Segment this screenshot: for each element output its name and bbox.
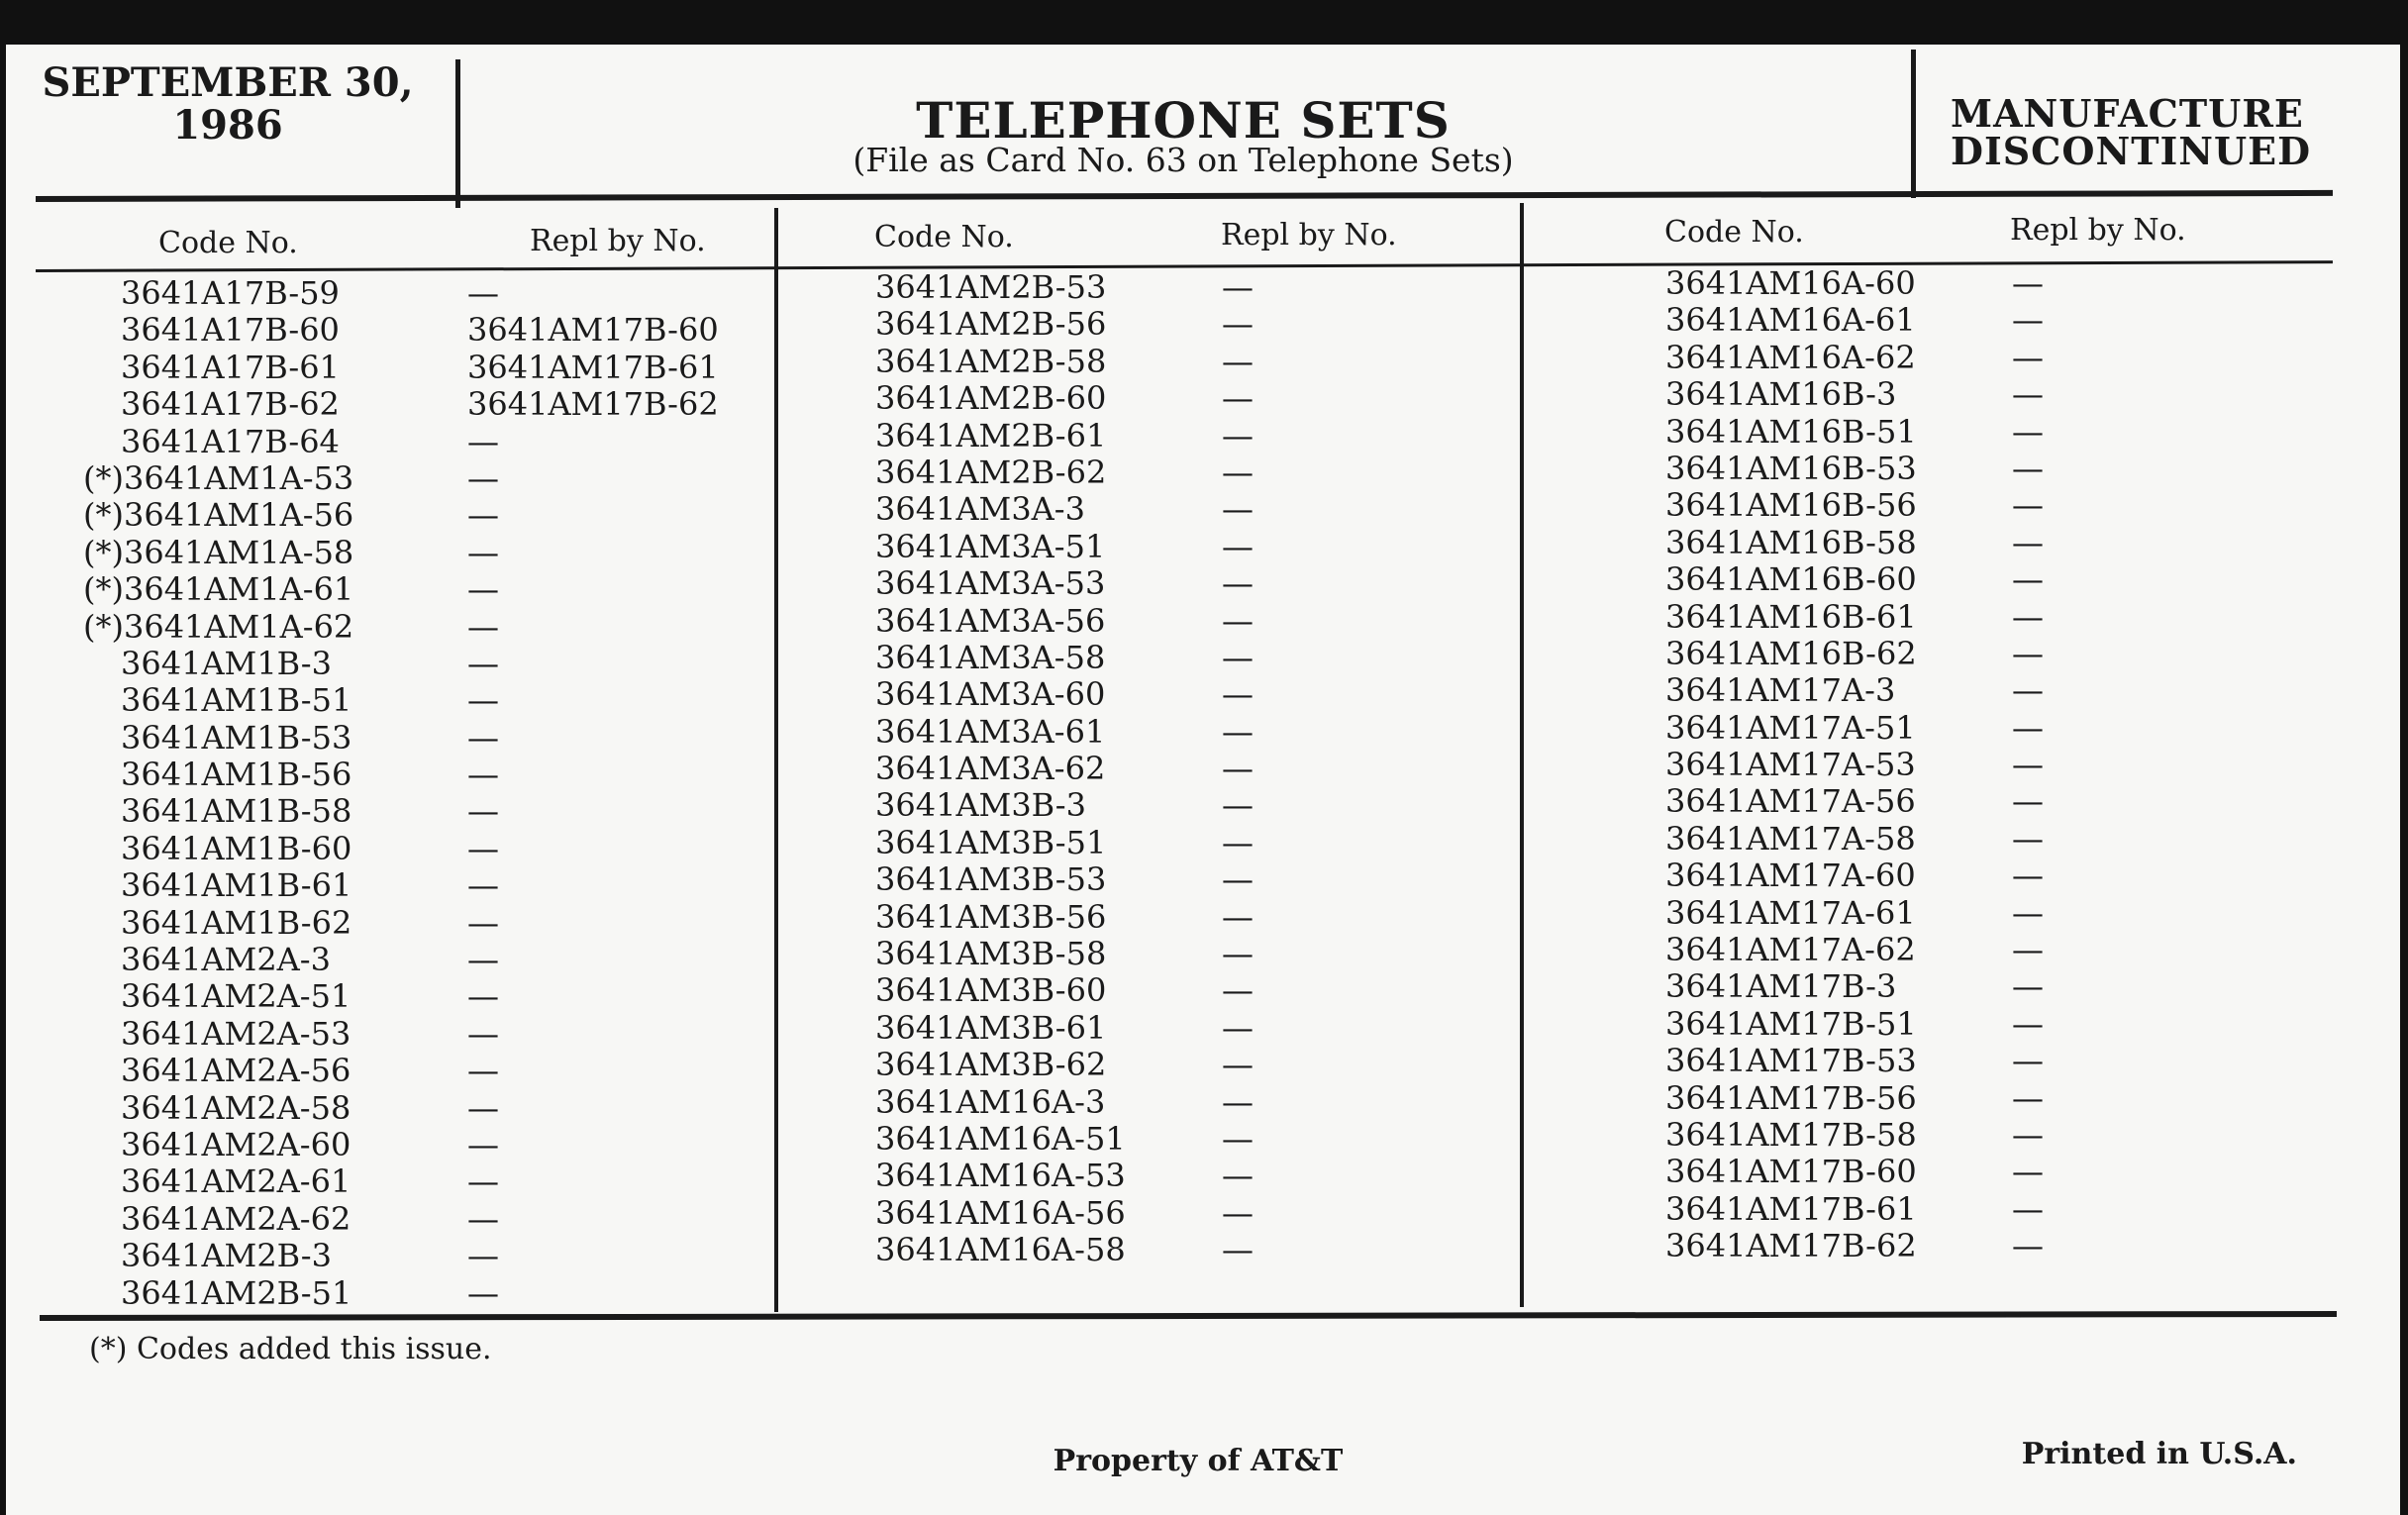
table-row	[1665, 376, 2250, 413]
replacement-cell: —	[1222, 379, 1254, 418]
property-line: Property of AT&T	[1053, 1444, 1344, 1478]
table-row	[121, 1201, 705, 1238]
replacement-cell: —	[1222, 527, 1254, 565]
replacement-cell: —	[467, 644, 499, 682]
replacement-cell: —	[1222, 750, 1254, 788]
code-cell: 3641AM3A-53	[875, 564, 1106, 603]
code-cell: (*)3641AM1A-58	[83, 533, 354, 571]
code-cell: 3641AM16B-58	[1665, 523, 1917, 561]
table-row	[875, 1010, 1459, 1047]
code-cell: 3641A17B-64	[121, 422, 340, 460]
code-cell: 3641AM3B-58	[875, 935, 1107, 973]
replacement-cell: —	[1222, 823, 1254, 861]
col1-repl-header: Repl by No.	[530, 224, 706, 258]
table-row	[121, 424, 705, 460]
replacement-cell: —	[2012, 1078, 2044, 1117]
table-row	[1665, 895, 2250, 932]
table-row	[121, 942, 705, 978]
table-row	[83, 533, 705, 571]
column-1-list	[83, 274, 719, 1312]
code-cell: 3641AM17B-3	[1665, 967, 1897, 1006]
replacement-cell: —	[1222, 860, 1254, 899]
code-cell: (*)3641AM1A-62	[83, 607, 354, 646]
code-cell: 3641AM17A-53	[1665, 746, 1916, 784]
table-row	[875, 529, 1459, 565]
table-row	[121, 385, 719, 424]
table-row	[121, 905, 705, 942]
code-cell: 3641AM16A-3	[875, 1082, 1106, 1121]
replacement-cell: —	[1222, 601, 1254, 640]
table-row	[1665, 747, 2250, 783]
code-cell: 3641AM17A-3	[1665, 671, 1896, 710]
table-row	[875, 1158, 1459, 1194]
code-cell: 3641AM2A-53	[121, 1014, 351, 1053]
table-row	[875, 936, 1459, 972]
table-row	[83, 607, 705, 646]
code-cell: (*)3641AM1A-53	[83, 458, 354, 497]
table-row	[875, 380, 1459, 417]
replacement-cell: —	[467, 1088, 499, 1127]
code-cell: 3641AM3A-60	[875, 675, 1106, 714]
code-cell: 3641AM2B-51	[121, 1273, 352, 1312]
code-cell: 3641AM2B-56	[875, 305, 1107, 344]
code-cell: 3641A17B-59	[121, 274, 340, 312]
table-row	[1665, 1080, 2250, 1117]
code-cell: 3641AM2B-60	[875, 379, 1107, 418]
issue-date	[40, 61, 416, 147]
table-row	[1665, 265, 2250, 302]
code-cell: 3641AM2B-58	[875, 342, 1107, 380]
replacement-cell: —	[467, 1014, 499, 1053]
replacement-cell: —	[1222, 268, 1254, 306]
code-cell: 3641AM16A-60	[1665, 264, 1916, 302]
code-cell: 3641AM16A-53	[875, 1157, 1126, 1195]
scan-top-border	[0, 0, 2408, 45]
table-row	[875, 825, 1459, 861]
table-row	[875, 565, 1459, 602]
col2-code-header: Code No.	[874, 220, 1014, 254]
code-cell: 3641AM1B-60	[121, 829, 352, 867]
table-row	[1665, 1154, 2250, 1190]
table-row	[121, 793, 705, 830]
table-row	[121, 1053, 705, 1089]
table-row	[875, 418, 1459, 454]
replacement-cell: —	[1222, 675, 1254, 714]
replacement-cell: —	[1222, 935, 1254, 973]
code-cell: 3641AM16A-56	[875, 1193, 1126, 1232]
replacement-cell: —	[2012, 597, 2044, 636]
table-row	[875, 454, 1459, 491]
replacement-cell: —	[1222, 342, 1254, 380]
code-cell: 3641AM16B-51	[1665, 412, 1917, 451]
replacement-cell: —	[2012, 523, 2044, 561]
replacement-cell: —	[467, 496, 499, 535]
code-cell: 3641AM3B-51	[875, 823, 1107, 861]
code-cell: 3641AM17A-56	[1665, 782, 1916, 821]
replacement-cell: —	[2012, 967, 2044, 1006]
replacement-cell: —	[1222, 490, 1254, 529]
replacement-cell: —	[1222, 971, 1254, 1010]
table-row	[1665, 968, 2250, 1005]
table-row	[1665, 672, 2250, 709]
table-row	[875, 714, 1459, 751]
replacement-cell: —	[2012, 486, 2044, 525]
table-row	[121, 1090, 705, 1127]
replacement-cell: —	[467, 607, 499, 646]
code-cell: 3641AM3B-61	[875, 1008, 1107, 1047]
replacement-cell: —	[2012, 264, 2044, 302]
replacement-cell: 3641AM17B-60	[467, 311, 719, 350]
table-row	[121, 682, 705, 719]
replacement-cell: —	[2012, 634, 2044, 672]
col3-code-header: Code No.	[1664, 215, 1804, 250]
replacement-cell: —	[2012, 375, 2044, 414]
code-cell: 3641AM17B-61	[1665, 1189, 1917, 1228]
code-cell: 3641AM3A-61	[875, 712, 1106, 751]
replacement-cell: —	[467, 1199, 499, 1238]
table-row	[1665, 487, 2250, 524]
table-row	[121, 311, 719, 350]
code-cell: 3641AM3A-56	[875, 601, 1106, 640]
replacement-cell: —	[2012, 1115, 2044, 1154]
replacement-cell: —	[467, 458, 499, 497]
code-cell: 3641AM16A-58	[875, 1231, 1126, 1269]
replacement-cell: —	[2012, 671, 2044, 710]
table-row	[1665, 1191, 2250, 1228]
code-cell: 3641AM17B-62	[1665, 1227, 1917, 1265]
replacement-cell: —	[2012, 338, 2044, 376]
column-divider-1	[774, 208, 778, 1312]
table-row	[875, 1232, 1459, 1268]
code-cell: 3641AM3A-51	[875, 527, 1106, 565]
code-cell: 3641AM16B-56	[1665, 486, 1917, 525]
replacement-cell: —	[2012, 1153, 2044, 1191]
code-cell: 3641AM16A-61	[1665, 301, 1916, 340]
table-row	[121, 1163, 705, 1200]
replacement-cell: —	[467, 1237, 499, 1275]
table-row	[875, 1084, 1459, 1121]
table-row	[1665, 561, 2250, 598]
replacement-cell: —	[1222, 416, 1254, 454]
status-line1: MANUFACTURE	[1951, 91, 2304, 136]
replacement-cell: —	[467, 1273, 499, 1312]
table-row	[121, 1016, 705, 1053]
table-row	[1665, 932, 2250, 968]
replacement-cell: —	[2012, 746, 2044, 784]
table-row	[1665, 1006, 2250, 1043]
replacement-cell: —	[1222, 1119, 1254, 1158]
page-title: TELEPHONE SETS	[916, 91, 1451, 150]
code-cell: 3641AM1B-62	[121, 903, 352, 942]
code-cell: 3641AM2A-56	[121, 1052, 351, 1090]
replacement-cell: —	[467, 681, 499, 720]
code-cell: 3641AM16A-62	[1665, 338, 1916, 376]
replacement-cell: 3641AM17B-61	[467, 348, 719, 386]
code-cell: 3641AM17B-56	[1665, 1078, 1917, 1117]
code-cell: 3641AM1B-61	[121, 866, 352, 905]
replacement-cell: —	[467, 422, 499, 460]
table-row	[121, 831, 705, 867]
column-2-list	[875, 269, 1459, 1269]
code-cell: 3641AM2A-51	[121, 977, 351, 1016]
table-row	[1665, 636, 2250, 672]
replacement-cell: —	[2012, 449, 2044, 487]
code-cell: 3641AM3B-60	[875, 971, 1107, 1010]
header-divider-right	[1911, 50, 1916, 198]
code-cell: 3641AM2A-3	[121, 941, 331, 979]
replacement-cell: —	[1222, 453, 1254, 491]
col3-repl-header: Repl by No.	[2010, 213, 2186, 248]
code-cell: 3641AM2B-53	[875, 268, 1107, 306]
replacement-cell: —	[2012, 560, 2044, 599]
table-row	[1665, 1228, 2250, 1264]
code-cell: 3641AM3B-53	[875, 860, 1107, 899]
replacement-cell: —	[1222, 305, 1254, 344]
table-row	[83, 570, 705, 609]
code-cell: 3641AM3B-62	[875, 1046, 1107, 1084]
table-row	[875, 603, 1459, 640]
table-row	[875, 491, 1459, 528]
code-cell: 3641AM16B-62	[1665, 634, 1917, 672]
replacement-cell: —	[2012, 301, 2044, 340]
replacement-cell: —	[2012, 708, 2044, 747]
replacement-cell: —	[2012, 1042, 2044, 1080]
table-row	[121, 1238, 705, 1274]
replacement-cell: —	[2012, 1189, 2044, 1228]
column-divider-2	[1520, 203, 1524, 1307]
table-row	[1665, 1043, 2250, 1079]
code-cell: 3641AM1B-58	[121, 792, 352, 831]
replacement-cell: —	[2012, 931, 2044, 969]
table-row	[1665, 710, 2250, 747]
code-cell: 3641AM2A-62	[121, 1199, 351, 1238]
replacement-cell: —	[2012, 412, 2044, 451]
column-3-list	[1665, 265, 2250, 1265]
replacement-cell: —	[467, 718, 499, 757]
replacement-cell: —	[467, 756, 499, 794]
table-row	[83, 496, 705, 535]
code-cell: 3641AM16B-61	[1665, 597, 1917, 636]
table-row	[875, 1047, 1459, 1083]
col1-code-header: Code No.	[158, 226, 298, 260]
code-cell: 3641AM17B-58	[1665, 1115, 1917, 1154]
replacement-cell: —	[1222, 1046, 1254, 1084]
code-cell: 3641AM2A-58	[121, 1088, 351, 1127]
table-row	[1665, 783, 2250, 820]
code-cell: 3641AM16B-60	[1665, 560, 1917, 599]
table-row	[875, 269, 1459, 306]
replacement-cell: —	[2012, 782, 2044, 821]
code-cell: 3641AM2A-61	[121, 1162, 351, 1201]
replacement-cell: —	[1222, 712, 1254, 751]
printed-line: Printed in U.S.A.	[2021, 1437, 2297, 1471]
header-divider-left	[455, 59, 460, 208]
table-row	[121, 348, 719, 386]
replacement-cell: —	[2012, 819, 2044, 858]
table-row	[875, 640, 1459, 676]
code-cell: 3641A17B-61	[121, 348, 340, 386]
table-row	[121, 275, 705, 312]
replacement-cell: —	[1222, 1008, 1254, 1047]
table-row	[875, 1121, 1459, 1158]
replacement-cell: —	[467, 792, 499, 831]
footnote: (*) Codes added this issue.	[89, 1332, 492, 1366]
table-row	[875, 972, 1459, 1009]
code-cell: 3641AM17B-53	[1665, 1042, 1917, 1080]
replacement-cell: 3641AM17B-62	[467, 385, 719, 424]
table-row	[83, 458, 705, 497]
code-cell: 3641AM17A-61	[1665, 893, 1916, 932]
code-cell: 3641AM2A-60	[121, 1125, 351, 1163]
replacement-cell: —	[467, 570, 499, 609]
replacement-cell: —	[2012, 857, 2044, 895]
table-row	[875, 899, 1459, 936]
table-row	[1665, 1117, 2250, 1154]
code-cell: 3641AM16A-51	[875, 1119, 1126, 1158]
replacement-cell: —	[467, 977, 499, 1016]
status-line2: DISCONTINUED	[1951, 129, 2312, 173]
replacement-cell: —	[467, 829, 499, 867]
code-cell: 3641AM2B-61	[875, 416, 1107, 454]
replacement-cell: —	[1222, 1193, 1254, 1232]
table-row	[121, 867, 705, 904]
code-cell: (*)3641AM1A-61	[83, 570, 354, 609]
code-cell: 3641AM3A-62	[875, 750, 1106, 788]
table-row	[121, 1275, 705, 1312]
page-subtitle: (File as Card No. 63 on Telephone Sets)	[853, 141, 1514, 179]
issue-date-line2: 1986	[172, 102, 283, 149]
replacement-cell: —	[1222, 786, 1254, 825]
replacement-cell: —	[467, 1052, 499, 1090]
replacement-cell: —	[467, 941, 499, 979]
col2-repl-header: Repl by No.	[1221, 218, 1397, 252]
replacement-cell: —	[1222, 1231, 1254, 1269]
code-cell: 3641AM3B-3	[875, 786, 1086, 825]
code-cell: 3641AM3B-56	[875, 897, 1107, 936]
code-cell: 3641AM17A-58	[1665, 819, 1916, 858]
replacement-cell: —	[1222, 1157, 1254, 1195]
table-row	[1665, 451, 2250, 487]
code-cell: 3641AM2B-3	[121, 1237, 332, 1275]
table-row	[121, 646, 705, 682]
replacement-cell: —	[467, 903, 499, 942]
table-row	[1665, 858, 2250, 894]
table-row	[875, 751, 1459, 787]
table-row	[121, 978, 705, 1015]
code-cell: 3641AM1B-3	[121, 644, 332, 682]
code-cell: 3641A17B-62	[121, 385, 340, 424]
table-row	[875, 1195, 1459, 1232]
code-cell: (*)3641AM1A-56	[83, 496, 354, 535]
code-cell: 3641AM17A-62	[1665, 931, 1916, 969]
table-row	[875, 861, 1459, 898]
replacement-cell: —	[1222, 638, 1254, 676]
table-row	[1665, 599, 2250, 636]
code-cell: 3641AM3A-3	[875, 490, 1085, 529]
code-cell: 3641AM3A-58	[875, 638, 1106, 676]
replacement-cell: —	[467, 1125, 499, 1163]
table-row	[875, 676, 1459, 713]
status-label	[1951, 91, 2386, 173]
code-cell: 3641AM17A-60	[1665, 857, 1916, 895]
replacement-cell: —	[2012, 893, 2044, 932]
replacement-cell: —	[467, 1162, 499, 1201]
table-row	[875, 787, 1459, 824]
code-cell: 3641AM1B-53	[121, 718, 352, 757]
replacement-cell: —	[1222, 1082, 1254, 1121]
table-row	[875, 306, 1459, 343]
code-cell: 3641AM16B-3	[1665, 375, 1897, 414]
code-cell: 3641AM2B-62	[875, 453, 1107, 491]
table-row	[1665, 302, 2250, 339]
code-cell: 3641AM17B-51	[1665, 1004, 1917, 1043]
replacement-cell: —	[467, 866, 499, 905]
replacement-cell: —	[2012, 1004, 2044, 1043]
code-cell: 3641AM16B-53	[1665, 449, 1917, 487]
replacement-cell: —	[467, 274, 499, 312]
code-cell: 3641AM1B-51	[121, 681, 352, 720]
table-row	[875, 344, 1459, 380]
table-row	[121, 757, 705, 793]
table-row	[1665, 525, 2250, 561]
code-cell: 3641AM17A-51	[1665, 708, 1916, 747]
code-cell: 3641AM17B-60	[1665, 1153, 1917, 1191]
issue-date-line1: SEPTEMBER 30,	[42, 59, 414, 106]
table-row	[1665, 821, 2250, 858]
code-cell: 3641A17B-60	[121, 311, 340, 350]
replacement-cell: —	[1222, 564, 1254, 603]
replacement-cell: —	[467, 533, 499, 571]
code-cell: 3641AM1B-56	[121, 756, 352, 794]
table-row	[1665, 414, 2250, 451]
replacement-cell: —	[2012, 1227, 2044, 1265]
table-row	[121, 1127, 705, 1163]
replacement-cell: —	[1222, 897, 1254, 936]
table-row	[1665, 340, 2250, 376]
table-row	[121, 720, 705, 757]
